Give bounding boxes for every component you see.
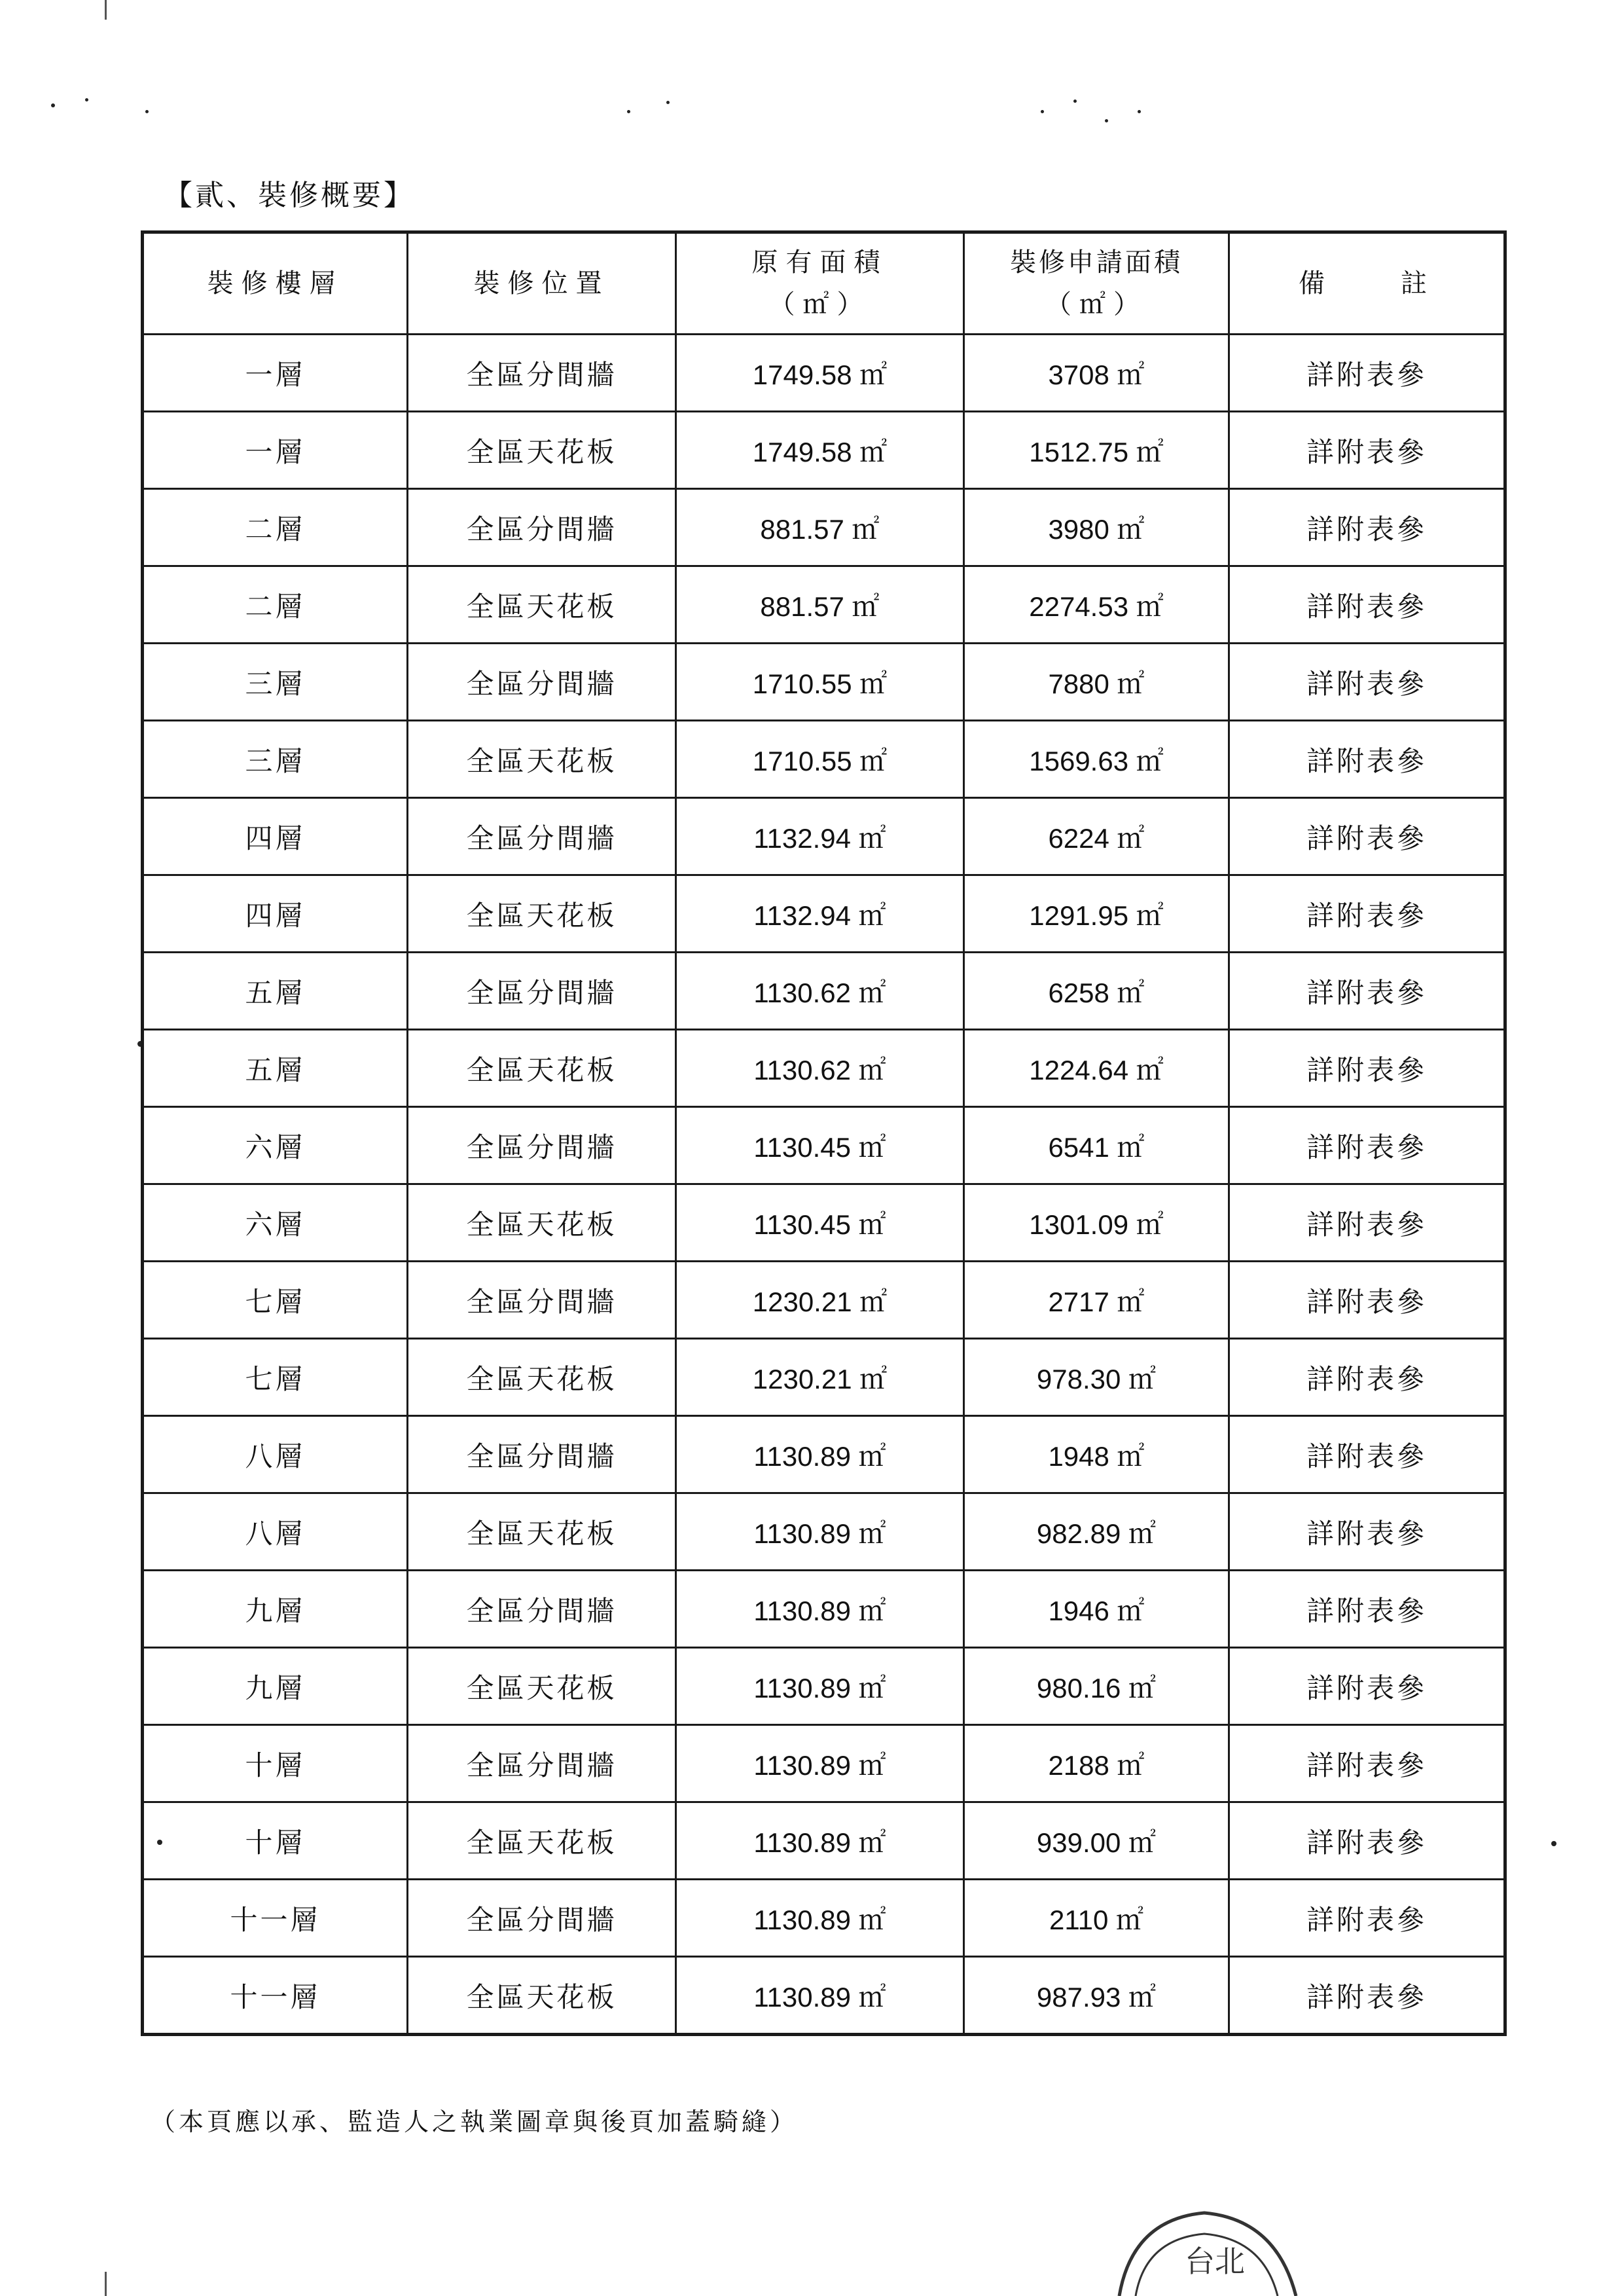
- scan-speck: [85, 98, 88, 101]
- floor-cell: 十一層: [143, 1880, 408, 1957]
- location-cell: 全區天花板: [408, 721, 676, 798]
- note-cell: 詳附表參: [1229, 1030, 1505, 1107]
- note-cell: 詳附表參: [1229, 1107, 1505, 1184]
- requested-area-cell: 1301.09 ㎡: [964, 1184, 1229, 1262]
- table-row: [143, 1107, 1505, 1184]
- requested-area-cell: 6258 ㎡: [964, 953, 1229, 1030]
- table-row: [143, 953, 1505, 1030]
- requested-area-cell: 982.89 ㎡: [964, 1493, 1229, 1571]
- note-cell: 詳附表參: [1229, 1184, 1505, 1262]
- location-cell: 全區天花板: [408, 1802, 676, 1880]
- requested-area-cell: 978.30 ㎡: [964, 1339, 1229, 1416]
- original-area-cell: 1130.62 ㎡: [676, 953, 964, 1030]
- seal-stamp-icon: [1106, 2193, 1303, 2296]
- original-area-cell: 881.57 ㎡: [676, 489, 964, 566]
- note-cell: 詳附表參: [1229, 335, 1505, 412]
- footnote: （本頁應以承、監造人之執業圖章與後頁加蓋騎縫）: [151, 2107, 799, 2136]
- requested-area-cell: 1291.95 ㎡: [964, 875, 1229, 953]
- note-cell: 詳附表參: [1229, 798, 1505, 875]
- table-row: [143, 1957, 1505, 2035]
- table-row: [143, 1725, 1505, 1802]
- floor-cell: 三層: [143, 644, 408, 721]
- table-body: [143, 335, 1505, 2035]
- location-cell: 全區分間牆: [408, 489, 676, 566]
- table-row: [143, 1571, 1505, 1648]
- location-cell: 全區分間牆: [408, 644, 676, 721]
- header-requested-area-label: 裝修申請面積: [1010, 247, 1183, 278]
- original-area-cell: 1749.58 ㎡: [676, 412, 964, 489]
- original-area-cell: 1130.89 ㎡: [676, 1802, 964, 1880]
- table-row: [143, 1648, 1505, 1725]
- original-area-cell: 1710.55 ㎡: [676, 721, 964, 798]
- table-row: [143, 1880, 1505, 1957]
- requested-area-cell: 1948 ㎡: [964, 1416, 1229, 1493]
- floor-cell: 七層: [143, 1262, 408, 1339]
- original-area-cell: 1749.58 ㎡: [676, 335, 964, 412]
- table-row: [143, 1030, 1505, 1107]
- floor-cell: 五層: [143, 953, 408, 1030]
- table-row: [143, 412, 1505, 489]
- location-cell: 全區分間牆: [408, 1725, 676, 1802]
- renovation-summary-table: [141, 230, 1507, 2036]
- requested-area-cell: 987.93 ㎡: [964, 1957, 1229, 2035]
- requested-area-cell: 2110 ㎡: [964, 1880, 1229, 1957]
- floor-cell: 十層: [143, 1802, 408, 1880]
- location-cell: 全區天花板: [408, 1030, 676, 1107]
- floor-cell: 四層: [143, 875, 408, 953]
- note-cell: 詳附表參: [1229, 1648, 1505, 1725]
- original-area-cell: 1230.21 ㎡: [676, 1339, 964, 1416]
- seal-text: 台北: [1185, 2244, 1245, 2279]
- renovation-summary-table-wrap: [141, 230, 1503, 2036]
- location-cell: 全區分間牆: [408, 1107, 676, 1184]
- table-row: [143, 489, 1505, 566]
- table-row: [143, 1416, 1505, 1493]
- scan-speck: [1551, 1841, 1556, 1846]
- header-requested-area: [964, 232, 1229, 335]
- scan-edge-mark: [105, 0, 107, 20]
- floor-cell: 九層: [143, 1648, 408, 1725]
- header-note: 備 註: [1229, 232, 1505, 335]
- section-title: 【貳、裝修概要】: [164, 179, 415, 212]
- table-row: [143, 644, 1505, 721]
- note-cell: 詳附表參: [1229, 412, 1505, 489]
- location-cell: 全區天花板: [408, 566, 676, 644]
- table-row: [143, 1339, 1505, 1416]
- note-cell: 詳附表參: [1229, 1416, 1505, 1493]
- header-requested-area-unit: （㎡）: [1045, 289, 1147, 319]
- table-row: [143, 566, 1505, 644]
- header-original-area: [676, 232, 964, 335]
- note-cell: 詳附表參: [1229, 1802, 1505, 1880]
- note-cell: 詳附表參: [1229, 1493, 1505, 1571]
- table-row: [143, 875, 1505, 953]
- header-location: 裝修位置: [408, 232, 676, 335]
- original-area-cell: 1230.21 ㎡: [676, 1262, 964, 1339]
- scan-speck: [1073, 100, 1077, 103]
- note-cell: 詳附表參: [1229, 1957, 1505, 2035]
- table-row: [143, 1802, 1505, 1880]
- requested-area-cell: 1569.63 ㎡: [964, 721, 1229, 798]
- original-area-cell: 1130.89 ㎡: [676, 1725, 964, 1802]
- location-cell: 全區天花板: [408, 875, 676, 953]
- original-area-cell: 1710.55 ㎡: [676, 644, 964, 721]
- original-area-cell: 1130.89 ㎡: [676, 1571, 964, 1648]
- floor-cell: 二層: [143, 489, 408, 566]
- note-cell: 詳附表參: [1229, 566, 1505, 644]
- header-original-area-unit: （㎡）: [768, 289, 871, 319]
- requested-area-cell: 980.16 ㎡: [964, 1648, 1229, 1725]
- requested-area-cell: 3708 ㎡: [964, 335, 1229, 412]
- location-cell: 全區分間牆: [408, 1416, 676, 1493]
- original-area-cell: 1130.62 ㎡: [676, 1030, 964, 1107]
- requested-area-cell: 6541 ㎡: [964, 1107, 1229, 1184]
- header-original-area-label: 原有面積: [751, 247, 888, 278]
- table-row: [143, 798, 1505, 875]
- requested-area-cell: 939.00 ㎡: [964, 1802, 1229, 1880]
- note-cell: 詳附表參: [1229, 644, 1505, 721]
- requested-area-cell: 2188 ㎡: [964, 1725, 1229, 1802]
- note-cell: 詳附表參: [1229, 489, 1505, 566]
- floor-cell: 六層: [143, 1184, 408, 1262]
- table-row: [143, 721, 1505, 798]
- scan-speck: [627, 110, 630, 113]
- floor-cell: 三層: [143, 721, 408, 798]
- table-row: [143, 1262, 1505, 1339]
- original-area-cell: 1132.94 ㎡: [676, 875, 964, 953]
- scan-speck: [1041, 110, 1044, 113]
- header-floor: 裝修樓層: [143, 232, 408, 335]
- original-area-cell: 1130.89 ㎡: [676, 1880, 964, 1957]
- requested-area-cell: 1224.64 ㎡: [964, 1030, 1229, 1107]
- original-area-cell: 1130.45 ㎡: [676, 1184, 964, 1262]
- table-row: [143, 335, 1505, 412]
- note-cell: 詳附表參: [1229, 953, 1505, 1030]
- table-row: [143, 1493, 1505, 1571]
- original-area-cell: 1132.94 ㎡: [676, 798, 964, 875]
- location-cell: 全區分間牆: [408, 1571, 676, 1648]
- floor-cell: 十層: [143, 1725, 408, 1802]
- table-header-row: [143, 232, 1505, 335]
- note-cell: 詳附表參: [1229, 721, 1505, 798]
- location-cell: 全區天花板: [408, 1339, 676, 1416]
- floor-cell: 九層: [143, 1571, 408, 1648]
- location-cell: 全區分間牆: [408, 1262, 676, 1339]
- requested-area-cell: 7880 ㎡: [964, 644, 1229, 721]
- scan-speck: [145, 110, 149, 113]
- original-area-cell: 1130.89 ㎡: [676, 1648, 964, 1725]
- location-cell: 全區天花板: [408, 1493, 676, 1571]
- location-cell: 全區天花板: [408, 1648, 676, 1725]
- original-area-cell: 1130.89 ㎡: [676, 1416, 964, 1493]
- floor-cell: 七層: [143, 1339, 408, 1416]
- scan-speck: [1105, 119, 1108, 122]
- scan-speck: [666, 101, 670, 104]
- original-area-cell: 1130.45 ㎡: [676, 1107, 964, 1184]
- location-cell: 全區天花板: [408, 412, 676, 489]
- original-area-cell: 1130.89 ㎡: [676, 1493, 964, 1571]
- floor-cell: 八層: [143, 1493, 408, 1571]
- location-cell: 全區分間牆: [408, 953, 676, 1030]
- requested-area-cell: 3980 ㎡: [964, 489, 1229, 566]
- scan-speck: [1138, 110, 1141, 113]
- floor-cell: 一層: [143, 335, 408, 412]
- floor-cell: 四層: [143, 798, 408, 875]
- note-cell: 詳附表參: [1229, 1339, 1505, 1416]
- original-area-cell: 881.57 ㎡: [676, 566, 964, 644]
- location-cell: 全區天花板: [408, 1184, 676, 1262]
- floor-cell: 十一層: [143, 1957, 408, 2035]
- requested-area-cell: 2717 ㎡: [964, 1262, 1229, 1339]
- requested-area-cell: 6224 ㎡: [964, 798, 1229, 875]
- note-cell: 詳附表參: [1229, 1571, 1505, 1648]
- floor-cell: 六層: [143, 1107, 408, 1184]
- note-cell: 詳附表參: [1229, 1880, 1505, 1957]
- location-cell: 全區分間牆: [408, 335, 676, 412]
- floor-cell: 五層: [143, 1030, 408, 1107]
- floor-cell: 一層: [143, 412, 408, 489]
- floor-cell: 二層: [143, 566, 408, 644]
- location-cell: 全區天花板: [408, 1957, 676, 2035]
- floor-cell: 八層: [143, 1416, 408, 1493]
- location-cell: 全區分間牆: [408, 798, 676, 875]
- scan-speck: [51, 103, 55, 107]
- requested-area-cell: 1512.75 ㎡: [964, 412, 1229, 489]
- requested-area-cell: 1946 ㎡: [964, 1571, 1229, 1648]
- note-cell: 詳附表參: [1229, 1262, 1505, 1339]
- requested-area-cell: 2274.53 ㎡: [964, 566, 1229, 644]
- original-area-cell: 1130.89 ㎡: [676, 1957, 964, 2035]
- note-cell: 詳附表參: [1229, 1725, 1505, 1802]
- table-row: [143, 1184, 1505, 1262]
- scan-edge-mark: [105, 2272, 107, 2296]
- location-cell: 全區分間牆: [408, 1880, 676, 1957]
- note-cell: 詳附表參: [1229, 875, 1505, 953]
